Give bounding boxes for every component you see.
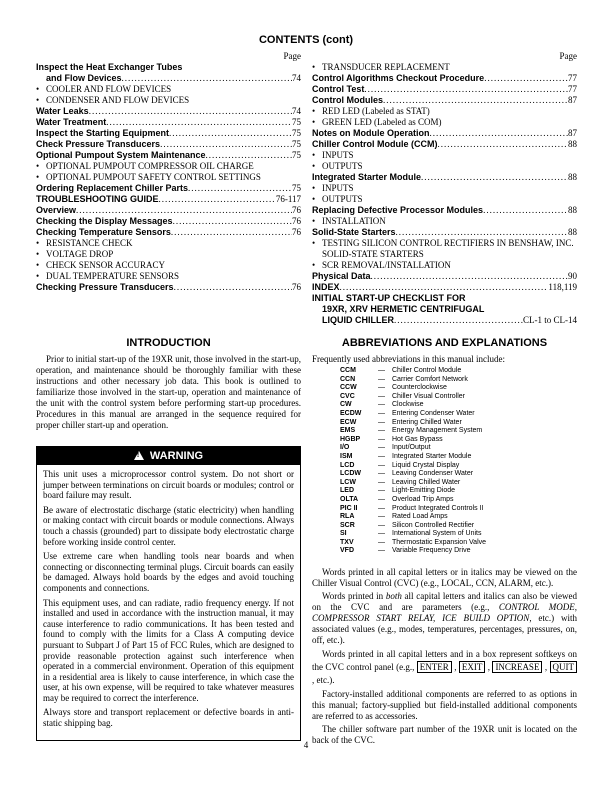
toc-subitem: • TESTING SILICON CONTROL RECTIFIERS IN BENSHAW, INC. SOLID-STATE STARTERS (312, 238, 577, 260)
abbreviation-code: EMS (340, 427, 356, 435)
abbreviation-meaning: Input/Output (392, 444, 431, 452)
text-run: , (542, 662, 550, 672)
abbreviation-row (340, 436, 560, 445)
toc-subitem: • CHECK SENSOR ACCURACY (36, 260, 301, 271)
abbreviation-meaning: Counterclockwise (392, 384, 447, 392)
explanation-paragraph (312, 648, 577, 687)
toc-entry-page: 75 (292, 117, 301, 127)
abbreviation-code: OLTA (340, 495, 359, 503)
toc-subitem: • TRANSDUCER REPLACEMENT (312, 62, 577, 73)
toc-entry-page: 76 (292, 205, 301, 215)
toc-dot-leader (171, 227, 292, 238)
toc-dot-leader (371, 271, 568, 282)
toc-dot-leader (160, 139, 292, 150)
toc-subitem: • INSTALLATION (312, 216, 577, 227)
toc-entry (36, 150, 301, 161)
toc-subitem: • COOLER AND FLOW DEVICES (36, 84, 301, 95)
text-run: , etc.). (312, 675, 335, 685)
abbreviation-meaning: Chiller Visual Controller (392, 392, 466, 400)
abbreviation-dash: — (378, 538, 385, 546)
abbreviation-meaning: Chiller Control Module (392, 367, 462, 374)
abbreviation-dash: — (378, 375, 385, 383)
toc-dot-leader (174, 282, 292, 293)
toc-entry (312, 271, 577, 282)
abbreviation-row (340, 487, 560, 496)
explanation-paragraph: The chiller software part number of the 19XR unit is located on the back of the CVC. (312, 724, 577, 745)
toc-entry-title: Notes on Module Operation (312, 128, 430, 138)
abbreviation-row (340, 367, 560, 376)
abbreviation-dash: — (378, 367, 385, 374)
toc-entry (36, 117, 301, 128)
toc-entry (36, 73, 301, 84)
warning-paragraph: Be aware of electrostatic discharge (static electricity) when handling or making contact with circuit boards or module connections. Always touch a chassis (grounded) part to dissipate body electrostatic charge before working inside control center. (43, 504, 294, 547)
warning-triangle-icon (134, 451, 144, 460)
abbreviation-code: SCR (340, 521, 355, 529)
toc-dot-leader (438, 139, 569, 150)
toc-entry-title: Integrated Starter Module (312, 172, 422, 182)
explanation-paragraphs (312, 567, 577, 748)
toc-entry (312, 293, 577, 304)
text-run: CONTROL MODE, COMPRESSOR START RELAY, ICE BUILD OPTION (312, 602, 577, 623)
toc-subitem: • DUAL TEMPERATURE SENSORS (36, 271, 301, 282)
toc-entry-page: 90 (568, 271, 577, 281)
toc-subitem: • OPTIONAL PUMPOUT COMPRESSOR OIL CHARGE (36, 161, 301, 172)
abbreviation-dash: — (378, 461, 385, 469)
toc-entry (36, 205, 301, 216)
toc-entry (36, 62, 301, 73)
abbreviation-dash: — (378, 392, 385, 400)
toc-entry-page: 88 (568, 139, 577, 149)
toc-entry (312, 95, 577, 106)
abbreviation-dash: — (378, 495, 385, 503)
toc-entry-page: 76 (292, 282, 301, 292)
abbreviation-dash: — (378, 409, 385, 417)
toc-entry-title: LIQUID CHILLER (322, 315, 394, 325)
toc-entry-title: Checking Pressure Transducers (36, 282, 174, 292)
abbreviation-meaning: Liquid Crystal Display (392, 461, 460, 469)
toc-entry-page: 88 (568, 172, 577, 182)
abbreviation-row (340, 453, 560, 462)
text-run: , (451, 662, 459, 672)
abbreviation-row (340, 444, 560, 453)
toc-entry-page: 74 (292, 106, 301, 116)
toc-entry-title: INDEX (312, 282, 340, 292)
text-run: all capital letters and italics can also be viewed on the CVC and are parameters (e.g., (312, 591, 577, 612)
toc-page-header: Page (559, 51, 577, 61)
toc-entry-page: 75 (292, 139, 301, 149)
toc-dot-leader (340, 282, 549, 293)
abbreviation-row (340, 410, 560, 419)
toc-entry-title: 19XR, XRV HERMETIC CENTRIFUGAL (322, 304, 485, 314)
toc-subitem: • CONDENSER AND FLOW DEVICES (36, 95, 301, 106)
text-run: , etc.) with associated values (e.g., modes, temperatures, percentages, pressures, on, off, etc.). (312, 613, 577, 645)
toc-entry-title: INITIAL START-UP CHECKLIST FOR (312, 293, 466, 303)
toc-subitem: • SCR REMOVAL/INSTALLATION (312, 260, 577, 271)
toc-subitem: • OPTIONAL PUMPOUT SAFETY CONTROL SETTINGS (36, 172, 301, 183)
warning-label: WARNING (149, 450, 204, 462)
abbreviation-code: ISM (340, 452, 353, 460)
toc-subitem: • VOLTAGE DROP (36, 249, 301, 260)
page-number: 4 (303, 740, 309, 750)
abbreviation-row (340, 522, 560, 531)
warning-banner (37, 447, 300, 465)
abbreviation-row (340, 505, 560, 514)
abbreviation-dash: — (378, 478, 385, 486)
abbreviation-code: PIC II (340, 504, 358, 512)
warning-body (37, 465, 300, 729)
toc-entry-page: 76-117 (275, 194, 301, 204)
abbreviation-dash: — (378, 384, 385, 392)
abbreviation-row (340, 539, 560, 548)
softkey-exit: EXIT (459, 661, 486, 673)
toc-entry-page: 77 (568, 73, 577, 83)
toc-entry-page: 87 (568, 128, 577, 138)
abbreviation-code: SI (340, 530, 347, 538)
abbreviation-code: I/O (340, 444, 350, 452)
toc-entry-title: Solid-State Starters (312, 227, 396, 237)
toc-dot-leader (394, 315, 523, 326)
toc-dot-leader (76, 205, 292, 216)
toc-dot-leader (159, 194, 276, 205)
abbreviation-dash: — (378, 513, 385, 521)
toc-entry (36, 183, 301, 194)
explanation-paragraph (312, 591, 577, 646)
abbreviation-row (340, 419, 560, 428)
abbreviation-dash: — (378, 444, 385, 452)
toc-page-header: Page (283, 51, 301, 61)
abbreviation-meaning: Thermostatic Expansion Valve (392, 538, 487, 546)
abbreviation-meaning: Light-Emitting Diode (392, 487, 456, 495)
toc-entry-title: Control Test (312, 84, 365, 94)
toc-entry-page: 76 (292, 216, 301, 226)
abbreviation-row (340, 393, 560, 402)
abbreviation-code: ECDW (340, 409, 362, 417)
toc-entry (36, 106, 301, 117)
toc-entry (312, 84, 577, 95)
abbreviation-dash: — (378, 521, 385, 529)
abbreviation-meaning: Overload Trip Amps (392, 495, 454, 503)
toc-dot-leader (173, 216, 292, 227)
toc-entry (36, 194, 301, 205)
abbreviation-meaning: Integrated Starter Module (392, 452, 472, 460)
toc-list (312, 62, 577, 326)
toc-entry (312, 282, 577, 293)
abbreviation-code: CW (340, 401, 352, 409)
abbreviation-meaning: Leaving Chilled Water (392, 478, 461, 486)
abbreviation-code: CCN (340, 375, 356, 383)
toc-entry (312, 315, 577, 326)
toc-left-column (36, 51, 301, 293)
page-title: CONTENTS (cont) (258, 34, 354, 46)
abbreviation-dash: — (378, 401, 385, 409)
warning-paragraph: Use extreme care when handling tools near boards and when connecting or disconnecting terminal plugs. Circuit boards can easily be damaged. Always hold boards by the edges and avoid touching components and connections. (43, 551, 294, 593)
toc-entry-page: 75 (292, 183, 301, 193)
toc-entry-page: 87 (568, 95, 577, 105)
toc-entry-page: 118,119 (548, 282, 577, 292)
abbreviation-meaning: Variable Frequency Drive (392, 547, 471, 555)
toc-entry-title: Physical Data (312, 271, 371, 281)
abbreviations-heading: ABBREVIATIONS AND EXPLANATIONS (341, 337, 548, 349)
text-run: both (385, 591, 402, 601)
abbreviation-code: TXV (340, 538, 354, 546)
softkey-increase: INCREASE (492, 661, 542, 673)
toc-entry-page: 75 (292, 128, 301, 138)
toc-entry-title: Check Pressure Transducers (36, 139, 161, 149)
warning-paragraph: Always store and transport replacement or defective boards in anti-static shipping bag. (43, 707, 294, 729)
toc-dot-leader (188, 183, 292, 194)
abbreviations-intro: Frequently used abbreviations in this manual include: (312, 354, 505, 364)
explanation-paragraph: Words printed in all capital letters or in italics may be viewed on the Chiller Visual Control (CVC) (e.g., LOCAL, CCN, ALARM, etc.). (312, 567, 577, 588)
text-run: Words printed in (322, 591, 386, 601)
abbreviation-code: LCW (340, 478, 356, 486)
abbreviation-code: CVC (340, 392, 355, 400)
abbreviation-row (340, 479, 560, 488)
introduction-heading: INTRODUCTION (126, 337, 211, 349)
toc-entry-title: Control Modules (312, 95, 383, 105)
abbreviation-code: HGBP (340, 435, 361, 443)
abbreviation-meaning: Entering Condenser Water (392, 409, 475, 417)
abbreviation-row (340, 462, 560, 471)
softkey-quit: QUIT (550, 661, 578, 673)
toc-entry (36, 227, 301, 238)
softkey-enter: ENTER (417, 661, 452, 673)
abbreviation-row (340, 384, 560, 393)
toc-entry-title: Checking the Display Messages (36, 216, 173, 226)
toc-subitem: • OUTPUTS (312, 194, 577, 205)
toc-entry-page: CL-1 to CL-14 (523, 315, 577, 325)
abbreviation-meaning: Carrier Comfort Network (392, 375, 468, 383)
toc-entry (36, 282, 301, 293)
toc-entry-page: 75 (292, 150, 301, 160)
toc-dot-leader (421, 172, 568, 183)
abbreviation-dash: — (378, 452, 385, 460)
abbreviation-dash: — (378, 547, 385, 555)
toc-dot-leader (483, 205, 568, 216)
toc-dot-leader (430, 128, 568, 139)
toc-dot-leader (89, 106, 292, 117)
abbreviation-dash: — (378, 487, 385, 495)
abbreviation-dash: — (378, 504, 385, 512)
toc-entry (36, 216, 301, 227)
toc-entry (312, 139, 577, 150)
abbreviation-row (340, 427, 560, 436)
toc-entry-title: Ordering Replacement Chiller Parts (36, 183, 189, 193)
toc-entry (312, 73, 577, 84)
explanation-paragraph: Factory-installed additional components are referred to as options in this manual; factory-supplied but field-installed additional components are referred to as accessories. (312, 689, 577, 721)
toc-dot-leader (169, 128, 292, 139)
toc-subitem: • RESISTANCE CHECK (36, 238, 301, 249)
toc-entry-page: 77 (568, 84, 577, 94)
toc-entry-page: 74 (292, 73, 301, 83)
toc-entry-title: Replacing Defective Processor Modules (312, 205, 484, 215)
toc-right-column (312, 51, 577, 326)
abbreviation-code: LED (340, 487, 354, 495)
toc-entry-title: and Flow Devices (46, 73, 122, 83)
abbreviation-meaning: Energy Management System (392, 427, 483, 435)
abbreviation-row (340, 513, 560, 522)
toc-entry-title: Control Algorithms Checkout Procedure (312, 73, 485, 83)
toc-entry (312, 205, 577, 216)
toc-subitem: • OUTPUTS (312, 161, 577, 172)
toc-subitem: • INPUTS (312, 183, 577, 194)
warning-paragraph: This equipment uses, and can radiate, radio frequency energy. If not installed and used in accordance with the instruction manual, it may cause interference to radio communications. It has been tested and found to comply with the limits for a Class A computing device pursuant to Subpart J of Part 15 of FCC Rules, which are designed to provide reasonable protection against such interference when operated in a commercial environment. Operation of this equipment in a residential area is likely to cause interference, in which case the user, at his own expense, will be required to take whatever measures may be required to correct the interference. (43, 597, 294, 703)
toc-dot-leader (484, 73, 568, 84)
toc-subitem: • GREEN LED (Labeled as COM) (312, 117, 577, 128)
toc-dot-leader (364, 84, 568, 95)
toc-entry-title: Water Treatment (36, 117, 107, 127)
abbreviation-meaning: Silicon Controlled Rectifier (392, 521, 475, 529)
abbreviation-code: CCW (340, 384, 357, 392)
toc-entry-title: TROUBLESHOOTING GUIDE (36, 194, 159, 204)
toc-entry-title: Chiller Control Module (CCM) (312, 139, 438, 149)
abbreviation-meaning: Clockwise (392, 401, 424, 409)
toc-entry (312, 304, 577, 315)
toc-subitem: • RED LED (Labeled as STAT) (312, 106, 577, 117)
toc-entry-title: Optional Pumpout System Maintenance (36, 150, 206, 160)
abbreviation-row (340, 530, 560, 539)
toc-entry (36, 139, 301, 150)
abbreviation-list (340, 367, 560, 556)
abbreviation-meaning: Rated Load Amps (392, 513, 448, 521)
toc-entry-title: Checking Temperature Sensors (36, 227, 171, 237)
toc-entry-page: 88 (568, 205, 577, 215)
toc-entry (36, 128, 301, 139)
abbreviation-dash: — (378, 530, 385, 538)
abbreviation-code: VFD (340, 547, 354, 555)
abbreviation-code: CCM (340, 367, 356, 374)
text-run: , (485, 662, 493, 672)
abbreviation-row (340, 547, 560, 556)
abbreviation-row (340, 470, 560, 479)
introduction-paragraph: Prior to initial start-up of the 19XR unit, those involved in the start-up, operation, and maintenance should be thoroughly familiar with these instructions and other necessary job data. This book is outlined to familiarize those involved in the start-up, operation and maintenance of the unit with the control system before performing start-up procedures. Procedures in this manual are arranged in the sequence required for proper chiller start-up and operation. (36, 354, 301, 430)
abbreviation-code: LCD (340, 461, 355, 469)
toc-dot-leader (122, 73, 292, 84)
abbreviation-meaning: Entering Chilled Water (392, 418, 462, 426)
toc-entry-title: Inspect the Heat Exchanger Tubes (36, 62, 183, 72)
warning-box (36, 446, 301, 741)
toc-dot-leader (106, 117, 292, 128)
abbreviation-code: ECW (340, 418, 357, 426)
toc-subitem: • INPUTS (312, 150, 577, 161)
toc-entry-page: 88 (568, 227, 577, 237)
abbreviation-dash: — (378, 470, 385, 478)
abbreviation-row (340, 376, 560, 385)
toc-entry-title: Overview (36, 205, 77, 215)
toc-entry (312, 172, 577, 183)
abbreviation-meaning: Product Integrated Controls II (392, 504, 484, 512)
toc-entry-title: Water Leaks (36, 106, 89, 116)
toc-entry (312, 128, 577, 139)
abbreviation-code: LCDW (340, 470, 361, 478)
warning-paragraph: This unit uses a microprocessor control system. Do not short or jumper between terminations on circuit boards or modules; control or board failure may result. (43, 469, 294, 501)
toc-entry-title: Inspect the Starting Equipment (36, 128, 170, 138)
abbreviation-meaning: Leaving Condenser Water (392, 470, 474, 478)
abbreviation-code: RLA (340, 513, 355, 521)
abbreviation-dash: — (378, 427, 385, 435)
toc-dot-leader (383, 95, 568, 106)
abbreviation-dash: — (378, 418, 385, 426)
abbreviation-dash: — (378, 435, 385, 443)
toc-entry (312, 227, 577, 238)
text-run: Words printed in all capital letters and in a box represent softkeys on the CVC control panel (e.g., (312, 649, 577, 672)
toc-entry-page: 76 (292, 227, 301, 237)
abbreviation-row (340, 496, 560, 505)
abbreviation-row (340, 401, 560, 410)
abbreviation-meaning: Hot Gas Bypass (392, 435, 443, 443)
abbreviation-meaning: International System of Units (392, 530, 482, 538)
toc-list (36, 62, 301, 293)
toc-dot-leader (206, 150, 292, 161)
toc-dot-leader (396, 227, 568, 238)
